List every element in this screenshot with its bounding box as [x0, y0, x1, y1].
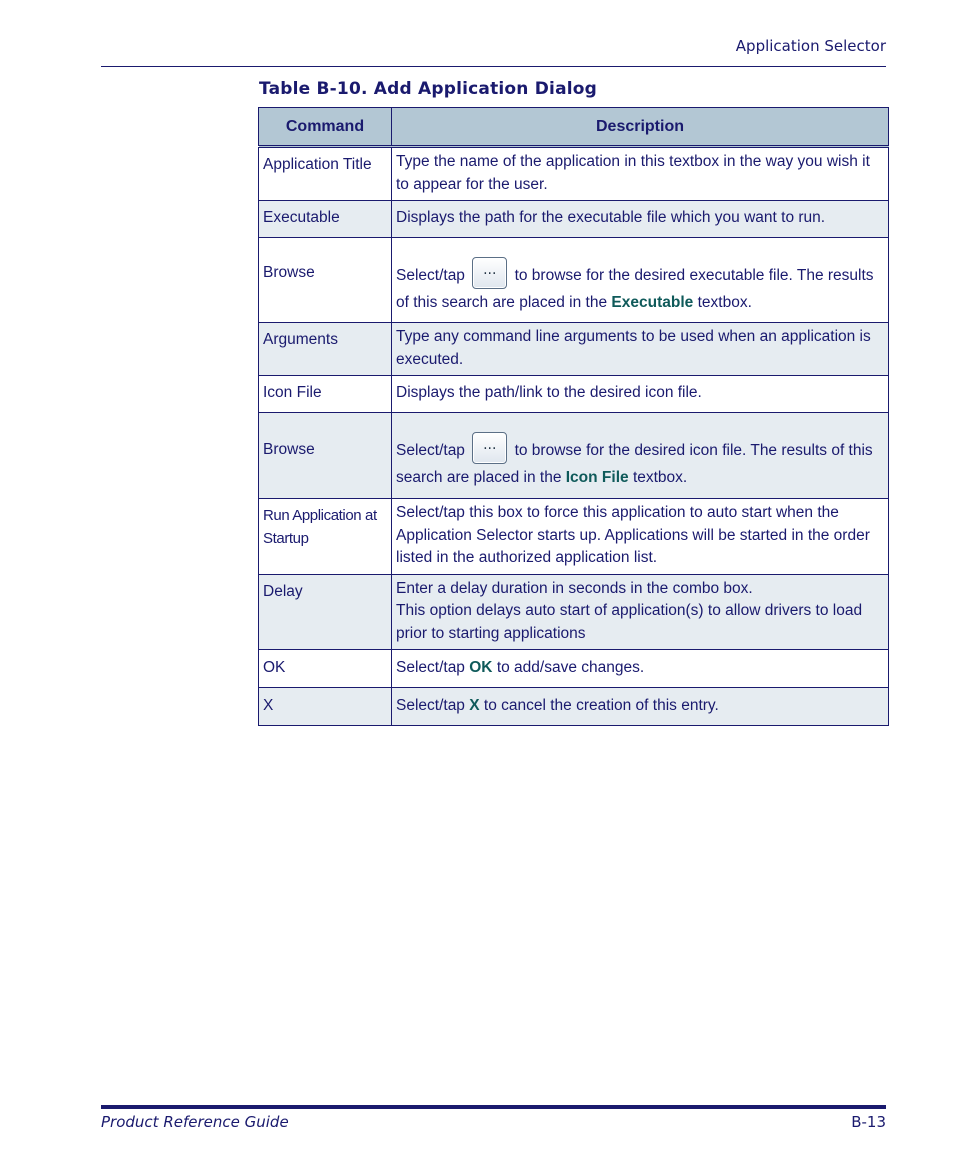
keyword-x: X — [469, 696, 480, 714]
command-cell: Application Title — [259, 147, 392, 201]
description-cell — [392, 238, 889, 323]
table-row — [259, 650, 889, 688]
description-text: Select/tap — [396, 267, 465, 285]
command-cell: Browse — [259, 413, 392, 499]
command-cell: Run Application at Startup — [259, 499, 392, 575]
description-text: to cancel the creation of this entry. — [483, 696, 719, 714]
description-text: textbox. — [697, 294, 752, 311]
command-cell: Delay — [259, 574, 392, 650]
description-cell — [392, 650, 889, 688]
add-application-dialog-table — [258, 107, 889, 726]
footer-guide-title: Product Reference Guide — [101, 1113, 289, 1131]
description-text: Select/tap — [396, 442, 465, 460]
table-row — [259, 323, 889, 376]
description-text: textbox. — [632, 469, 688, 486]
running-header-title: Application Selector — [735, 37, 886, 55]
description-cell — [392, 574, 889, 650]
column-header-command: Command — [259, 108, 392, 147]
command-cell: OK — [259, 650, 392, 688]
description-cell: Type the name of the application in this textbox in the way you wish it to appear for the user. — [392, 147, 889, 201]
header-rule — [101, 66, 886, 67]
description-text: to browse for the desired executable file. The results of this search are placed in the — [396, 267, 874, 311]
table-header-row — [259, 108, 889, 147]
command-cell: X — [259, 688, 392, 726]
table-row — [259, 413, 889, 499]
table-row — [259, 376, 889, 413]
description-cell — [392, 688, 889, 726]
description-cell: Type any command line arguments to be used when an application is executed. — [392, 323, 889, 376]
keyword-icon-file: Icon File — [565, 469, 629, 486]
command-cell: Icon File — [259, 376, 392, 413]
description-cell — [392, 413, 889, 499]
table-row — [259, 574, 889, 650]
table-row — [259, 238, 889, 323]
keyword-ok: OK — [469, 658, 493, 676]
description-line: This option delays auto start of application(s) to allow drivers to load prior to starting applications — [396, 602, 863, 642]
column-header-description: Description — [392, 108, 889, 147]
table-row — [259, 201, 889, 238]
description-line: Enter a delay duration in seconds in the combo box. — [396, 579, 753, 597]
command-cell: Browse — [259, 238, 392, 323]
table-caption: Table B-10. Add Application Dialog — [259, 79, 598, 99]
description-cell: Displays the path/link to the desired icon file. — [392, 376, 889, 413]
table-row — [259, 147, 889, 201]
description-text: to browse for the desired icon file. The results of this search are placed in the — [396, 442, 873, 486]
keyword-executable: Executable — [611, 294, 694, 311]
description-text: Select/tap — [396, 658, 465, 676]
command-cell: Executable — [259, 201, 392, 238]
description-text: Select/tap — [396, 696, 465, 714]
description-cell: Select/tap this box to force this application to auto start when the Application Selector starts up. Applications will be started in the order listed in the authorized application list. — [392, 499, 889, 575]
description-text: to add/save changes. — [496, 658, 645, 676]
table-row — [259, 688, 889, 726]
command-cell: Arguments — [259, 323, 392, 376]
footer-page-number: B-13 — [851, 1113, 886, 1131]
footer-rule — [101, 1105, 886, 1109]
browse-ellipsis-button[interactable]: ... — [472, 432, 507, 464]
description-cell: Displays the path for the executable file which you want to run. — [392, 201, 889, 238]
browse-ellipsis-button[interactable]: ... — [472, 257, 507, 289]
table-row — [259, 499, 889, 575]
